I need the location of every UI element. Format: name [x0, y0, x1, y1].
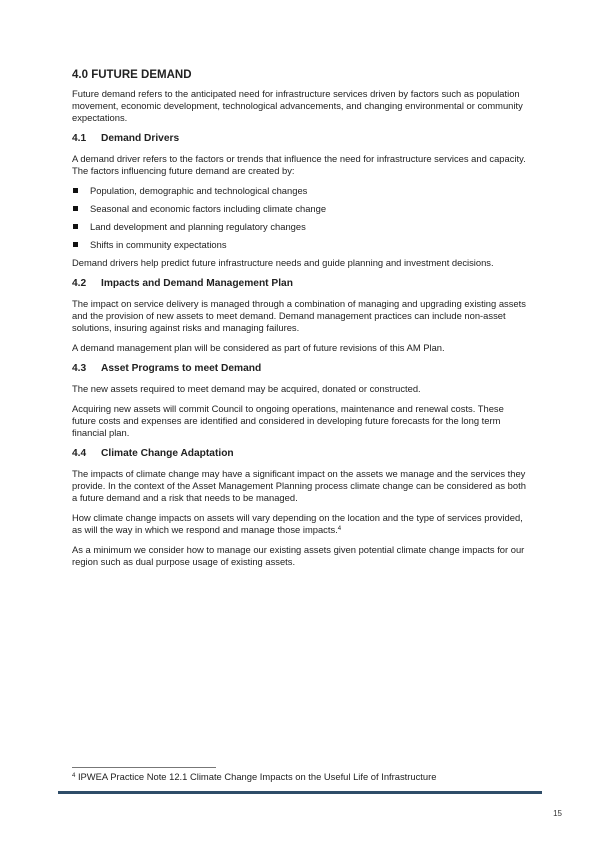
footnote-marker: 4: [72, 773, 76, 779]
subsection-number: 4.1: [72, 133, 87, 144]
subsection-title: Demand Drivers: [101, 133, 180, 144]
square-bullet-icon: [73, 242, 78, 247]
subsection-number: 4.3: [72, 363, 87, 374]
paragraph: Acquiring new assets will commit Council to ongoing operations, maintenance and renewal costs. These future costs and expenses are identified and considered in developing future forecasts for the long term financial plan.: [72, 403, 504, 438]
paragraph: The impacts of climate change may have a significant impact on the assets we manage and the services they provide. In the context of the Asset Management Planning process climate change can be considered as both a future demand and a risk that needs to be managed.: [72, 468, 526, 503]
footnote: [72, 771, 436, 783]
subsection-heading-4-4: [72, 448, 528, 460]
footnote-text: IPWEA Practice Note 12.1 Climate Change Impacts on the Useful Life of Infrastructure: [77, 771, 437, 782]
subsection-heading-4-1: [72, 133, 528, 145]
paragraph: How climate change impacts on assets will vary depending on the location and the type of services provided, as will the way in which we respond and manage those impacts.$^4$: [72, 512, 523, 535]
square-bullet-icon: [73, 188, 78, 193]
page-content: [72, 68, 528, 568]
list-item: Land development and planning regulatory changes: [72, 221, 528, 233]
list-item: Population, demographic and technological changes: [72, 185, 528, 197]
paragraph: As a minimum we consider how to manage our existing assets given potential climate change impacts for our region such as dual purpose usage of existing assets.: [72, 544, 525, 567]
section-intro: Future demand refers to the anticipated need for infrastructure services driven by factors such as population movement, economic development, technological advancements, and changing environmental or community expectations.: [72, 88, 523, 123]
subsection-number: 4.4: [72, 448, 87, 459]
subsection-number: 4.2: [72, 278, 87, 289]
footnote-reference[interactable]: 4: [337, 526, 342, 532]
footer-rule: [58, 791, 542, 794]
paragraph: A demand management plan will be considered as part of future revisions of this AM Plan.: [72, 342, 445, 353]
paragraph: The impact on service delivery is managed through a combination of managing and upgrading existing assets and the provision of new assets to meet demand. Demand management practices can include non-asset solutions, insuring against risks and managing failures.: [72, 298, 526, 333]
subsection-title: Climate Change Adaptation: [101, 448, 234, 459]
list-item: Seasonal and economic factors including climate change: [72, 203, 528, 215]
subsection-title: Asset Programs to meet Demand: [101, 363, 262, 374]
paragraph: The new assets required to meet demand may be acquired, donated or constructed.: [72, 383, 421, 394]
section-number: 4.0: [72, 69, 88, 81]
square-bullet-icon: [73, 206, 78, 211]
section-heading: [72, 68, 528, 82]
paragraph: Demand drivers help predict future infrastructure needs and guide planning and investment decisions.: [72, 257, 494, 268]
subsection-heading-4-3: [72, 363, 528, 375]
demand-drivers-list: [72, 185, 528, 251]
square-bullet-icon: [73, 224, 78, 229]
list-item: Shifts in community expectations: [72, 239, 528, 251]
page-number: 15: [553, 809, 562, 818]
subsection-title: Impacts and Demand Management Plan: [101, 278, 293, 289]
subsection-heading-4-2: [72, 278, 528, 290]
footnote-divider: [72, 767, 216, 768]
section-title: FUTURE DEMAND: [91, 69, 192, 81]
paragraph: A demand driver refers to the factors or trends that influence the need for infrastructure services and capacity. The factors influencing future demand are created by:: [72, 153, 526, 176]
